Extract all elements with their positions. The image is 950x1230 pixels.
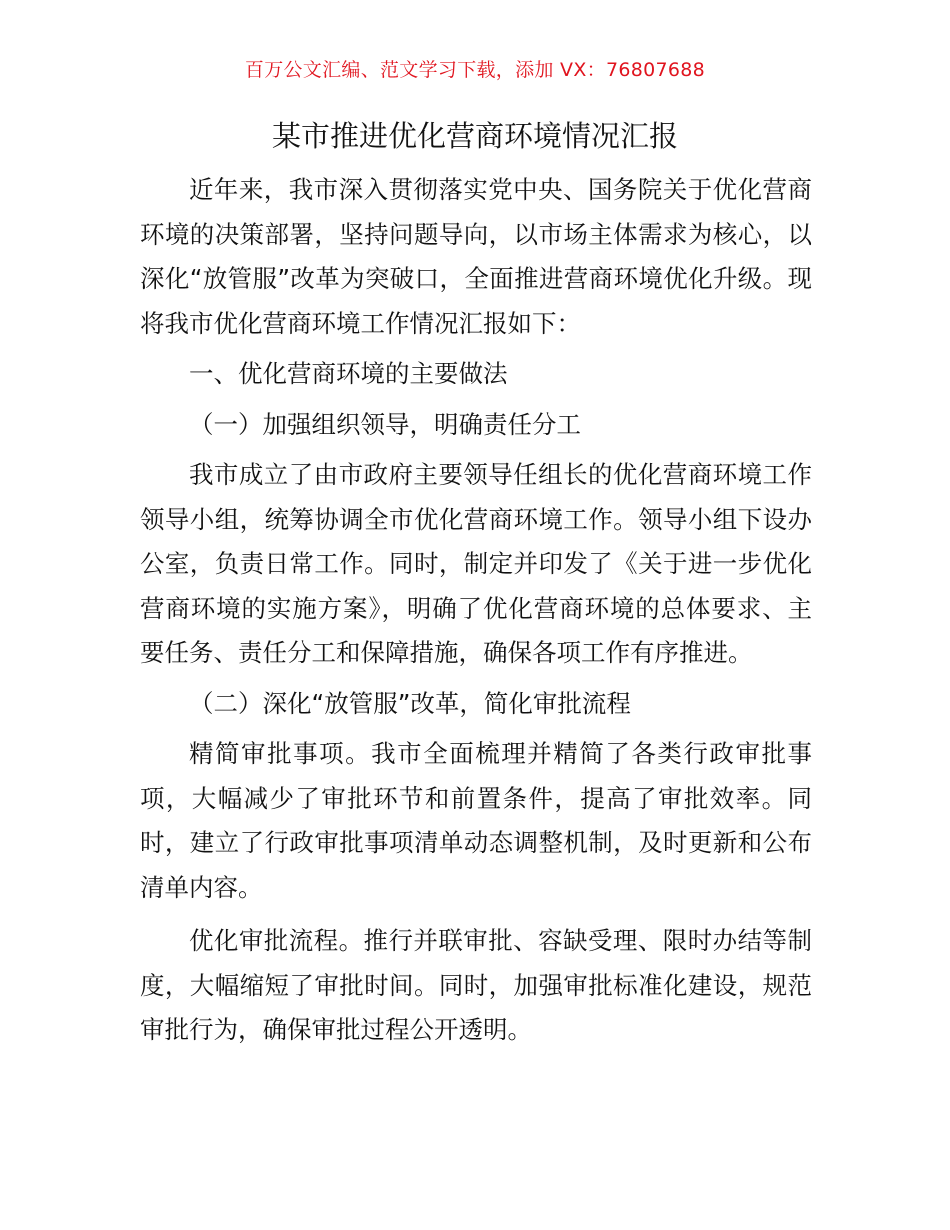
watermark-header: 百万公文汇编、范文学习下载，添加 VX：76807688	[244, 59, 706, 81]
intro-paragraph: 近年来，我市深入贯彻落实党中央、国务院关于优化营商环境的决策部署，坚持问题导向，以市场主体需求为核心，以深化“放管服”改革为突破口，全面推进营商环境优化升级。现将我市优化营商环境工作情况汇报如下：	[140, 175, 812, 338]
document-body	[140, 168, 812, 1053]
subsection-heading-1: （一）加强组织领导，明确责任分工	[189, 409, 581, 439]
subsection-2-paragraph-1: 精简审批事项。我市全面梳理并精简了各类行政审批事项，大幅减少了审批环节和前置条件，提高了审批效率。同时，建立了行政审批事项清单动态调整机制，及时更新和公布清单内容。	[140, 739, 812, 902]
subsection-heading-2: （二）深化“放管服”改革，简化审批流程	[189, 688, 631, 718]
subsection-2-paragraph-2: 优化审批流程。推行并联审批、容缺受理、限时办结等制度，大幅缩短了审批时间。同时，加强审批标准化建设，规范审批行为，确保审批过程公开透明。	[140, 926, 812, 1044]
section-heading-1: 一、优化营商环境的主要做法	[189, 359, 508, 388]
subsection-1-paragraph: 我市成立了由市政府主要领导任组长的优化营商环境工作领导小组，统筹协调全市优化营商环境工作。领导小组下设办公室，负责日常工作。同时，制定并印发了《关于进一步优化营商环境的实施方案》，明确了优化营商环境的总体要求、主要任务、责任分工和保障措施，确保各项工作有序推进。	[140, 460, 812, 667]
document-title: 某市推进优化营商环境情况汇报	[271, 119, 678, 153]
